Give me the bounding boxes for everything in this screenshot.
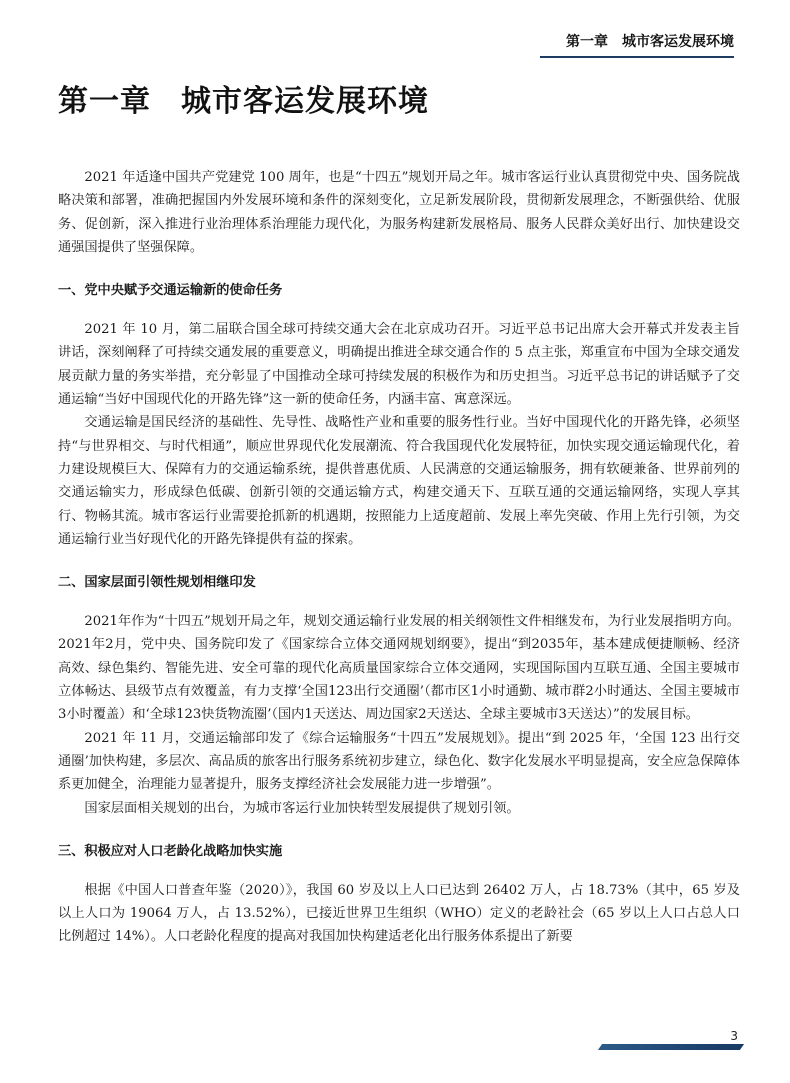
section-heading-1: 一、党中央赋予交通运输新的使命任务	[58, 283, 283, 299]
section-1-paragraph-2: 交通运输是国民经济的基础性、先导性、战略性产业和重要的服务性行业。当好中国现代化的开路先锋，必须坚持“与世界相交、与时代相通”，顺应世界现代化发展潮流、符合我国现代化发展特征，加快实现交通运输现代化，着力建设规模巨大、保障有力的交通运输系统，提供普惠优质、人民满意的交通运输服务，拥有软硬兼备、世界前列的交通运输实力，形成绿色低碳、创新引领的交通运输方式，构建交通天下、互联互通的交通运输网络，实现人享其行、物畅其流。城市客运行业需要抢抓新的机遇期，按照能力上适度超前、发展上率先突破、作用上先行引领，为交通运输行业当好现代化的开路先锋提供有益的探索。	[58, 415, 740, 547]
section-2-paragraph-2: 2021 年 11 月，交通运输部印发了《综合运输服务“十四五”发展规划》。提出“到 2025 年，‘全国 123 出行交通圈’加快构建，多层次、高品质的旅客出行服务系统初步建立，绿色化、数字化发展水平明显提高，安全应急保障体系更加健全，治理能力显著提升，服务支撑经济社会发展能力进一步增强”。	[58, 730, 740, 793]
chapter-title-number: 第一章	[58, 84, 151, 119]
section-2-paragraph-1: 2021年作为“十四五”规划开局之年，规划交通运输行业发展的相关纲领性文件相继发布，为行业发展指明方向。2021年2月，党中央、国务院印发了《国家综合立体交通网规划纲要》，提出“到2035年，基本建成便捷顺畅、经济高效、绿色集约、智能先进、安全可靠的现代化高质量国家综合立体交通网，实现国际国内互联互通、全国主要城市立体畅达、县级节点有效覆盖，有力支撑‘全国123出行交通圈’（都市区1小时通勤、城市群2小时通达、全国主要城市3小时覆盖）和‘全球123快货物流圈’（国内1天送达、周边国家2天送达、全球主要城市3天送达）”的发展目标。	[58, 614, 740, 723]
running-header-chapter-name: 城市客运发展环境	[622, 34, 734, 50]
section-1-paragraph-1: 2021 年 10 月，第二届联合国全球可持续交通大会在北京成功召开。习近平总书记出席大会开幕式并发表主旨讲话，深刻阐释了可持续交通发展的重要意义，明确提出推进全球交通合作的 5 点主张，郑重宣布中国为全球交通发展贡献力量的务实举措，充分彰显了中国推动全球可持续发展的积极作为和历史担当。习近平总书记的讲话赋予了交通运输“当好中国现代化的开路先锋”这一新的使命任务，内涵丰富、寓意深远。	[58, 322, 740, 408]
running-header-chapter-no: 第一章	[566, 34, 608, 50]
chapter-title	[58, 80, 429, 124]
header-rule	[540, 56, 734, 58]
section-heading-3: 三、积极应对人口老龄化战略加快实施	[58, 843, 283, 859]
section-heading-2: 二、国家层面引领性规划相继印发	[58, 575, 256, 591]
footer-accent-bar	[598, 1044, 744, 1050]
section-3-paragraph-1: 根据《中国人口普查年鉴（2020）》，我国 60 岁及以上人口已达到 26402 万人，占 18.73%（其中，65 岁及以上人口为 19064 万人，占 13.52%），已接近世界卫生组织（WHO）定义的老龄社会（65 岁以上人口占总人口比例超过 14%）。人口老龄化程度的提高对我国加快构建适老化出行服务体系提出了新要	[58, 882, 740, 945]
running-header	[566, 31, 734, 53]
body-content	[58, 166, 740, 949]
chapter-title-name: 城市客运发展环境	[181, 84, 429, 119]
section-2-paragraph-3: 国家层面相关规划的出台，为城市客运行业加快转型发展提供了规划引领。	[84, 800, 520, 816]
intro-paragraph: 2021 年适逢中国共产党建党 100 周年，也是“十四五”规划开局之年。城市客运行业认真贯彻党中央、国务院战略决策和部署，准确把握国内外发展环境和条件的深刻变化，立足新发展阶段，贯彻新发展理念，不断强供给、优服务、促创新，深入推进行业治理体系治理能力现代化，为服务构建新发展格局、服务人民群众美好出行、加快建设交通强国提供了坚强保障。	[58, 170, 740, 255]
page-number: 3	[730, 1029, 738, 1043]
